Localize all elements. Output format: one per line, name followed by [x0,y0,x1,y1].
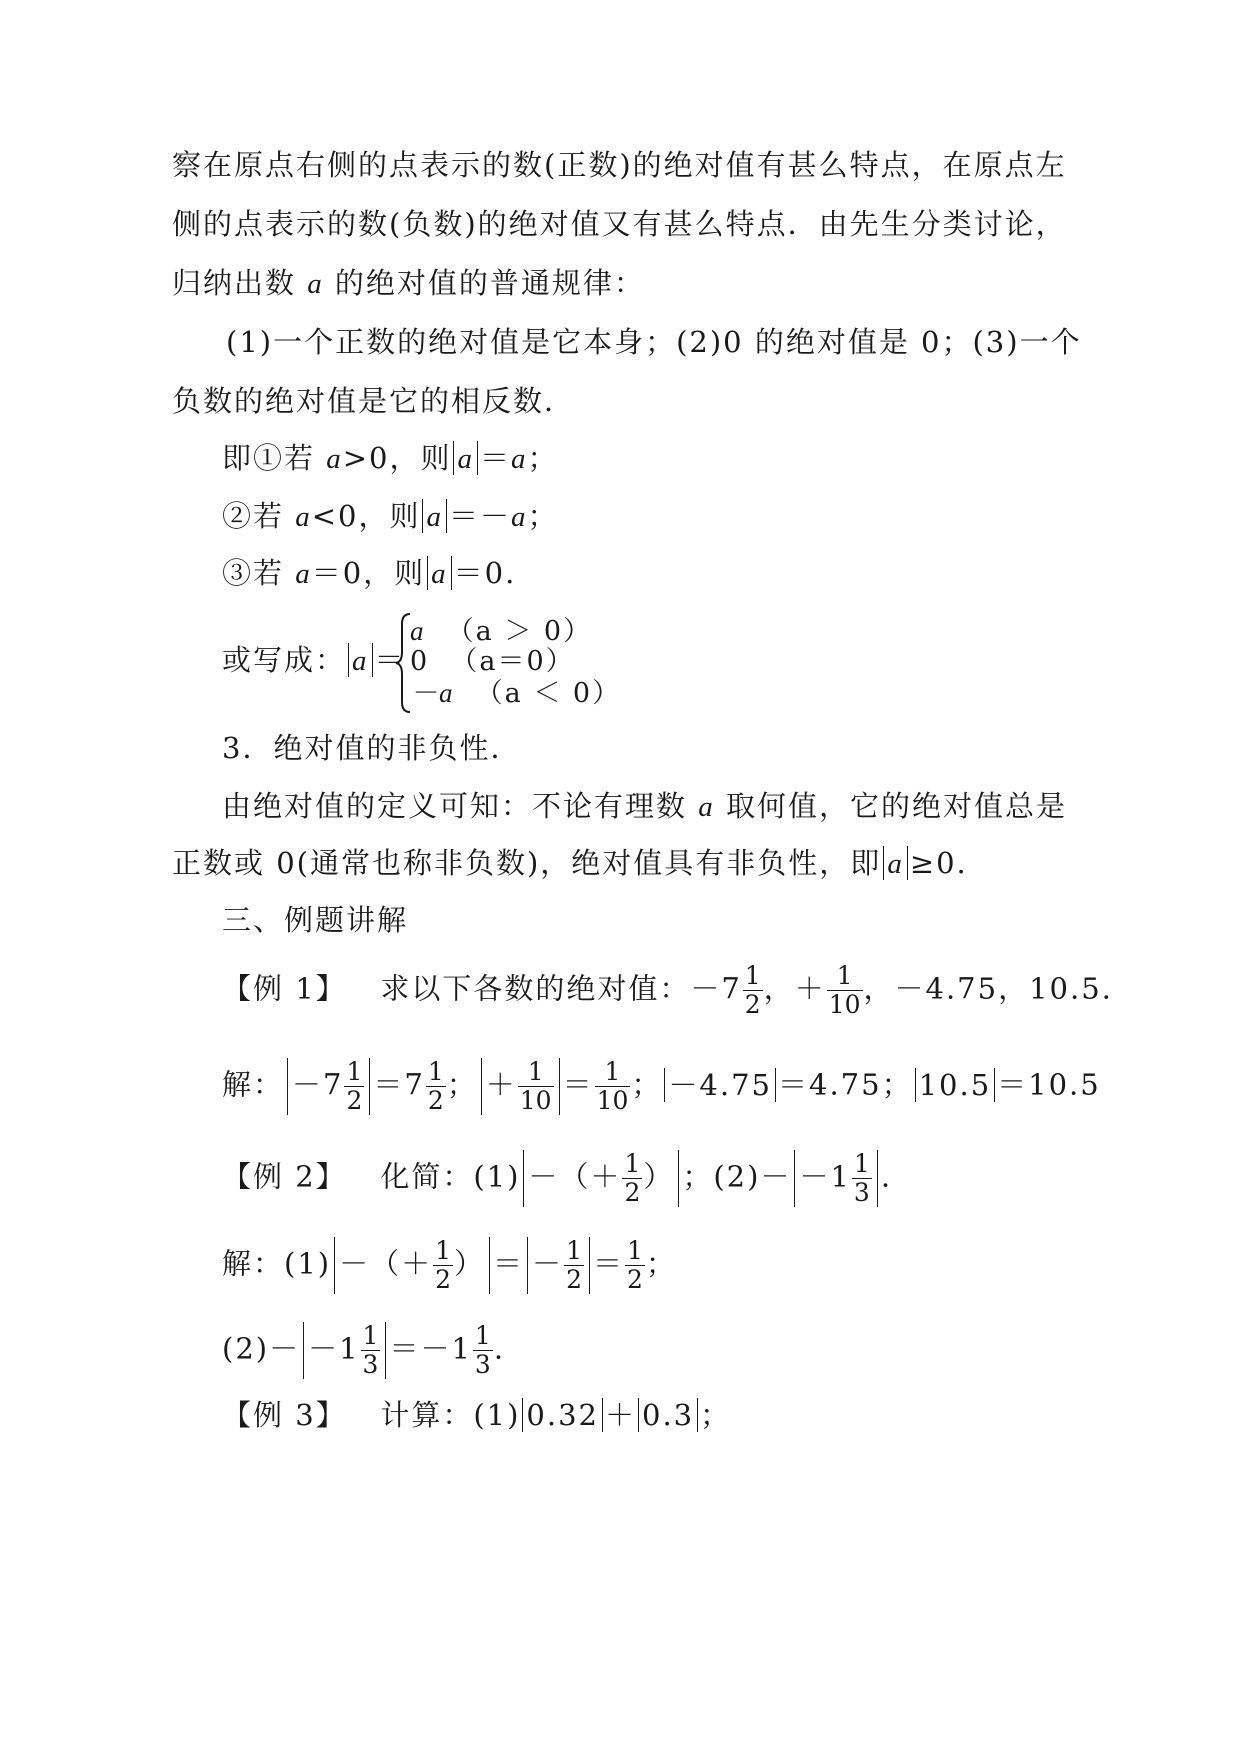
text-segment: ＋ [605,1398,637,1432]
rules-line: 负数的绝对值是它的相反数． [172,384,576,418]
absolute-value [422,499,447,533]
text-segment: ，＋ [763,971,826,1006]
fraction-denominator: 3 [474,1350,491,1379]
variable-a: a [352,645,369,677]
absolute-value [427,556,452,590]
fraction-denominator: 10 [828,990,861,1019]
text-segment: 归纳出数 [172,266,308,300]
absolute-value: －4.75 [664,1068,776,1102]
text-segment: ＝10.5 [997,1067,1101,1102]
fraction-denominator: 2 [566,1265,582,1294]
fraction-numerator: 1 [566,1236,582,1265]
text-segment: ＝ [374,643,406,677]
section-body-line [172,843,968,884]
fraction-denominator: 2 [624,1178,641,1207]
absolute-value: 10.5 [915,1068,996,1102]
text-segment: ； [446,1067,478,1102]
rules-line: (1)一个正数的绝对值是它本身；(2)0 的绝对值是 0；(3)一个 [226,325,1082,359]
text-segment: 化简：(1) [380,1159,521,1194]
absolute-value [527,1237,590,1294]
fraction [426,1058,446,1115]
text-segment: ＝ [493,1246,525,1281]
fraction [622,1150,642,1207]
text-segment: ） [643,1159,675,1194]
fraction [625,1237,645,1294]
fraction [433,1237,453,1294]
variable-a: a [307,268,324,300]
variable-a: a [295,558,312,590]
absolute-value [883,846,908,880]
fraction-denominator: 3 [853,1178,870,1207]
fraction-denominator: 2 [435,1265,452,1294]
fraction-numerator: 1 [346,1057,363,1086]
piece-value: a [410,616,426,646]
fraction-denominator: 2 [626,1265,643,1294]
text-segment: ； [527,499,559,533]
example-2-question [222,1150,892,1207]
variable-a: a [431,558,448,590]
text-segment: 或写成： [222,643,347,677]
fraction-denominator: 2 [744,990,761,1019]
text-segment: 取何值，它的绝对值总是 [714,789,1067,823]
variable-a: a [326,443,343,475]
text-segment: 的绝对值的普通规律： [323,266,645,300]
paragraph-line: 察在原点右侧的点表示的数(正数)的绝对值有甚么特点，在原点左 [172,148,1067,182]
variable-a: a [510,501,528,533]
text-segment: ＝0. [453,556,517,590]
fraction-numerator: 1 [427,1057,444,1086]
absolute-value [453,441,478,475]
text-segment: ＝ [479,441,511,475]
text-segment: ； [527,441,559,475]
fraction-numerator: 1 [827,962,863,991]
fraction-numerator: 1 [362,1321,379,1350]
piecewise-row-3 [410,676,621,711]
text-segment: 计算：(1) [380,1398,521,1432]
text-segment: －（＋ [339,1246,433,1281]
text-segment: ＝ [562,1067,594,1102]
absolute-value [348,643,373,677]
fraction [564,1237,584,1294]
example-1-solution [222,1058,1101,1115]
absolute-value [523,1150,679,1207]
variable-a: a [510,443,528,475]
text-segment: ＋ [485,1067,517,1102]
variable-a: a [426,501,443,533]
fraction-denominator: 10 [596,1086,629,1115]
absolute-value: 0.3 [638,1398,698,1432]
absolute-value [303,1322,386,1379]
text-segment: －7 [292,1067,344,1102]
fraction-numerator: 1 [744,961,761,990]
solution-label: 解： [222,1067,285,1102]
text-segment: ②若 [222,499,296,533]
piecewise-row-2 [410,645,575,679]
absolute-value [481,1058,560,1115]
text-segment: －（＋ [528,1159,622,1194]
text-segment: ；(2)－ [682,1159,792,1194]
solution-label: 解：(1) [222,1246,332,1281]
fraction [344,1058,364,1115]
text-segment: 求以下各数的绝对值：－7 [380,971,742,1006]
case-2 [222,496,559,537]
paragraph-line [172,263,645,304]
text-segment: ； [700,1398,732,1432]
paragraph-line: 侧的点表示的数(负数)的绝对值又有甚么特点．由先生分类讨论， [172,207,1067,241]
text-segment: ＝7 [373,1067,425,1102]
fraction [518,1058,554,1115]
section-body-line [222,786,1067,827]
fraction [743,962,763,1019]
examples-heading: 三、例题讲解 [222,903,409,937]
absolute-value [287,1058,370,1115]
example-3-question [222,1395,731,1435]
text-segment: －1 [308,1331,360,1366]
piece-value: 0 [410,646,430,677]
example-label: 【例 3】 [222,1398,347,1432]
variable-a: a [295,501,312,533]
fraction-numerator: 1 [595,1058,631,1087]
text-segment: ③若 [222,556,296,590]
text-segment: ； [645,1246,677,1281]
fraction-numerator: 1 [624,1149,641,1178]
example-label: 【例 1】 [222,971,347,1006]
absolute-value: 0.32 [522,1398,603,1432]
piece-condition: （a ＜ 0） [475,678,622,709]
fraction [473,1322,493,1379]
absolute-value [334,1237,490,1294]
case-1 [222,438,559,479]
fraction [852,1150,872,1207]
text-segment: ） [454,1246,486,1281]
text-segment: >0，则 [342,441,452,475]
text-segment: －1 [799,1159,851,1194]
fraction [827,962,863,1019]
fraction [595,1058,631,1115]
fraction-numerator: 1 [474,1321,491,1350]
example-2-solution-1 [222,1237,677,1294]
fraction-numerator: 1 [518,1058,554,1087]
text-segment: ＝4.75； [778,1067,913,1102]
fraction-numerator: 1 [853,1149,870,1178]
fraction-denominator: 3 [362,1350,379,1379]
piece-condition: （a＝0） [450,646,575,677]
text-segment: ＝－ [448,499,511,533]
absolute-value [794,1150,877,1207]
piecewise-label [222,640,406,681]
text-segment: (2)－ [222,1331,301,1366]
variable-a: a [887,848,904,880]
fraction-numerator: 1 [435,1236,452,1265]
text-segment: 即①若 [222,441,327,475]
text-segment: . [493,1331,506,1366]
fraction-denominator: 2 [346,1086,363,1115]
fraction-denominator: 10 [519,1086,552,1115]
text-segment: . [880,1159,893,1194]
text-segment: 正数或 0(通常也称非负数)，绝对值具有非负性，即 [172,846,882,880]
text-segment: 由绝对值的定义可知：不论有理数 [222,789,699,823]
fraction-numerator: 1 [626,1236,643,1265]
variable-a: a [698,791,715,823]
text-segment: － [532,1246,564,1281]
text-segment: ≥0. [909,846,968,880]
fraction-denominator: 2 [427,1086,444,1115]
fraction [361,1322,381,1379]
example-1-question [222,962,1113,1019]
case-3 [222,553,516,594]
text-segment: ＝ [592,1246,624,1281]
example-2-solution-2 [222,1322,505,1379]
example-label: 【例 2】 [222,1159,347,1194]
variable-a: a [457,443,474,475]
text-segment: ，－4.75，10.5. [863,971,1113,1006]
piece-condition: （a ＞ 0） [446,616,593,647]
text-segment: ； [631,1067,663,1102]
piece-value: －a [410,678,455,708]
text-segment: <0，则 [311,499,421,533]
section-heading: 3．绝对值的非负性． [222,731,522,765]
text-segment: ＝－1 [389,1331,472,1366]
text-segment: ＝0，则 [311,556,426,590]
piecewise-row-1 [410,614,592,649]
